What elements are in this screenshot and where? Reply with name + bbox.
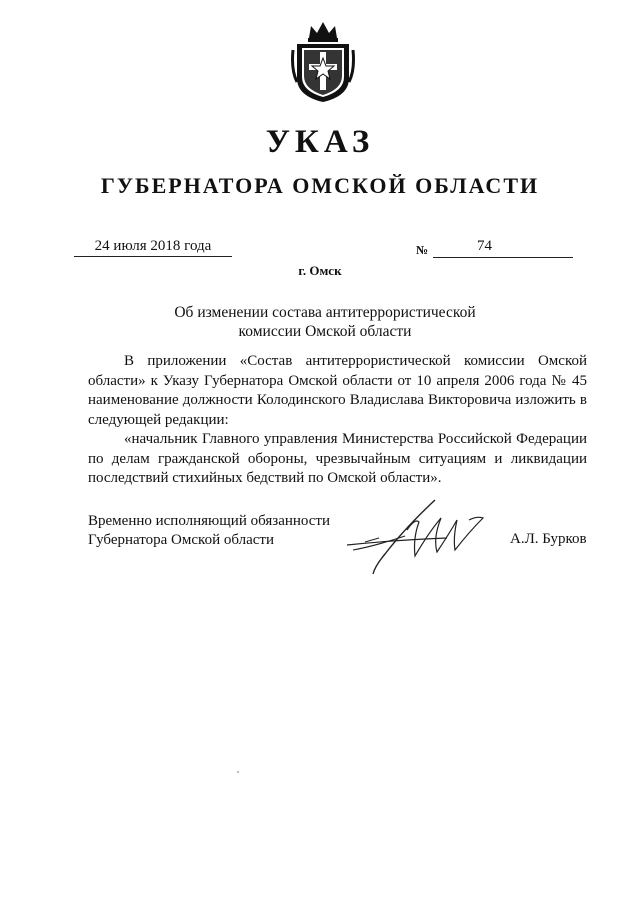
decree-date: 24 июля 2018 года (74, 238, 232, 257)
document-subtitle: ГУБЕРНАТОРА ОМСКОЙ ОБЛАСТИ (100, 173, 540, 198)
body-paragraph: «начальник Главного управления Министерства Российской Федерации по делам гражданской обороны, чрезвычайным ситуациям и ликвидации последствий стихийных бедствий по Омской области». (88, 431, 587, 486)
decree-number-label: № (416, 243, 429, 257)
decree-heading (170, 303, 480, 341)
scan-speck (237, 771, 239, 773)
signatory-position-line: Губернатора Омской области (88, 532, 274, 548)
signer-name: А.Л. Бурков (510, 531, 587, 547)
decree-heading-line: комиссии Омской области (238, 323, 412, 340)
decree-body (88, 352, 587, 489)
decree-city: г. Омск (298, 263, 342, 278)
document-title: УКАЗ (265, 124, 375, 160)
signatory-position (88, 512, 330, 550)
coat-of-arms-icon (291, 20, 355, 104)
signatory-position-line: Временно исполняющий обязанности (88, 513, 331, 529)
decree-number-underline (433, 257, 573, 258)
body-paragraph: В приложении «Состав антитеррористической комиссии Омской области» к Указу Губернатора Омской области от 10 апреля 2006 года № 45 наименование должности Колодинского Владислава Викторовича изложить в следующей редакции: (88, 353, 587, 428)
decree-number: 74 (477, 238, 492, 254)
decree-heading-line: Об изменении состава антитеррористической (174, 304, 476, 321)
handwritten-signature-icon (345, 498, 505, 578)
